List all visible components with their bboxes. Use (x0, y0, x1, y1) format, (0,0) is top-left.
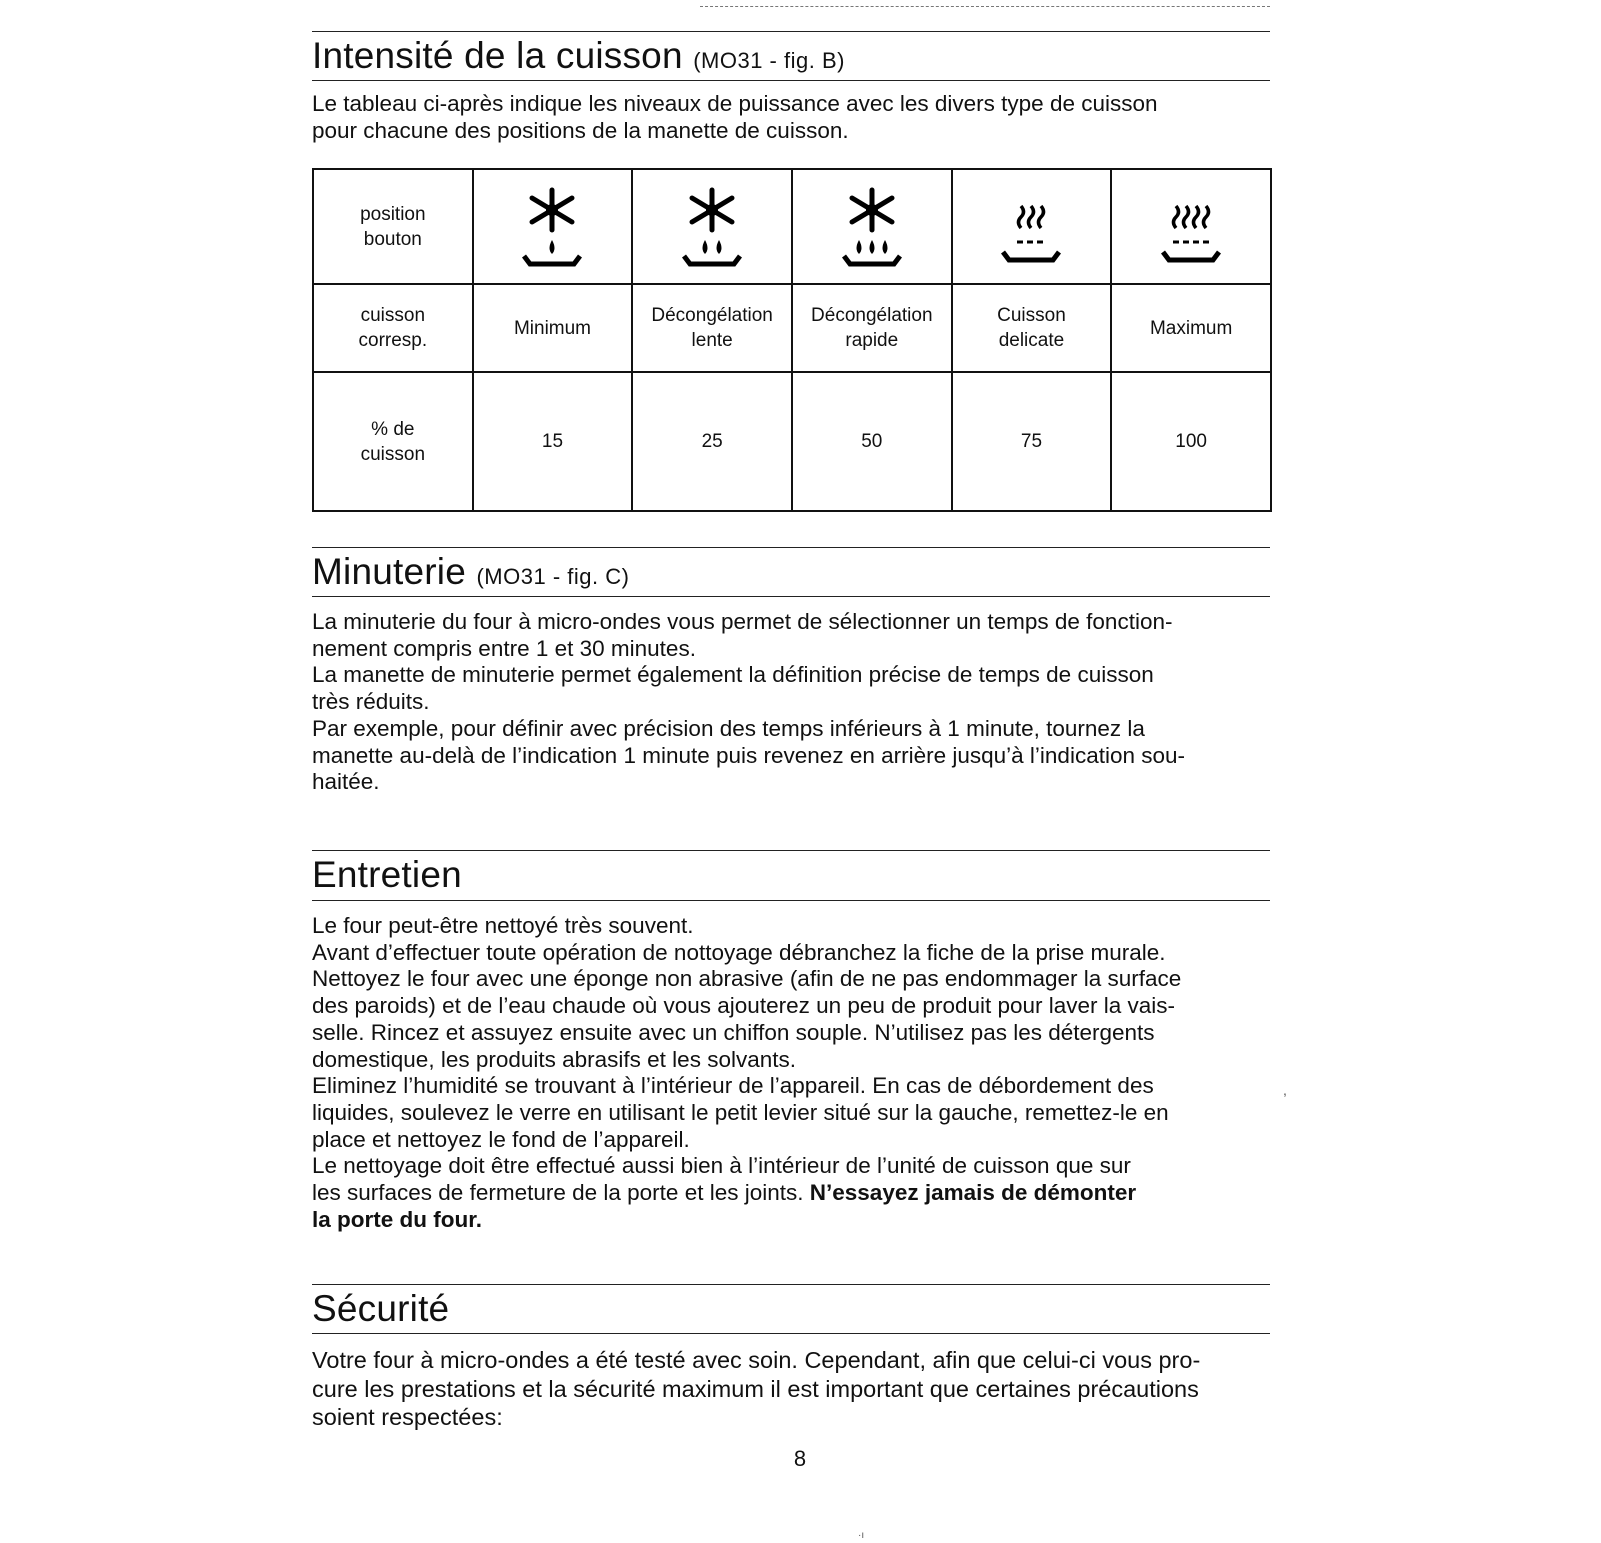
entretien-line: des paroids) et de l’eau chaude où vous ajouterez un peu de produit pour laver la vais- (312, 993, 1176, 1019)
cuisson-cell (473, 284, 633, 372)
table-row-pct (313, 372, 1271, 511)
securite-line: Votre four à micro-ondes a été testé avec soin. Cependant, afin que celui-ci vous pro- (312, 1347, 1201, 1373)
warning-text: la porte du four. (312, 1206, 483, 1232)
position-cell (632, 169, 792, 284)
minuterie-line: La minuterie du four à micro-ondes vous permet de sélectionner un temps de fonction- (312, 609, 1173, 634)
heading-minuterie-ref: (MO31 - fig. C) (476, 564, 630, 589)
intensite-intro-line: pour chacune des positions de la manette de cuisson. (312, 117, 849, 143)
heading-entretien-title: Entretien (312, 854, 462, 895)
position-cell (1111, 169, 1271, 284)
cuisson-value: Maximum (1149, 317, 1233, 339)
securite-line: soient respectées: (312, 1404, 503, 1430)
row-label-line: cuisson (360, 305, 426, 326)
snowflake-two-drops-icon (672, 182, 752, 272)
cuisson-value: delicate (998, 330, 1065, 351)
section-rule-top (312, 850, 1270, 851)
section-rule-bottom (312, 596, 1270, 597)
entretien-line: Nettoyez le four avec une éponge non abrasive (afin de ne pas endommager la surface (312, 966, 1182, 992)
section-rule-top (312, 547, 1270, 548)
row-label-cuisson (313, 284, 473, 372)
row-label-line: % de (371, 418, 415, 440)
entretien-line: les surfaces de fermeture de la porte et les joints. (312, 1180, 804, 1206)
cuisson-cell (952, 284, 1112, 372)
scan-speck: , (1283, 1082, 1287, 1098)
four-steam-waves-icon (1151, 182, 1231, 272)
heading-intensite-title: Intensité de la cuisson (312, 35, 683, 76)
pct-cell: 25 (632, 372, 792, 511)
cuisson-cell (632, 284, 792, 372)
table-row-position (313, 169, 1271, 284)
entretien-line: Eliminez l’humidité se trouvant à l’intérieur de l’appareil. En cas de débordement des (312, 1073, 1154, 1099)
entretien-line: liquides, soulevez le verre en utilisant le petit levier situé sur la gauche, remettez-le en (312, 1099, 1169, 1125)
entretien-text (312, 913, 1270, 1233)
pct-cell: 50 (792, 372, 952, 511)
cuisson-value: Décongélation (811, 305, 933, 326)
section-rule-bottom (312, 80, 1270, 81)
minuterie-line: La manette de minuterie permet également la définition précise de temps de cuisson (312, 662, 1154, 688)
pct-cell: 100 (1111, 372, 1271, 511)
securite-text (312, 1346, 1270, 1432)
row-label-position (313, 169, 473, 284)
minuterie-line: haitée. (312, 769, 380, 795)
section-rule-bottom (312, 1333, 1270, 1334)
position-cell (952, 169, 1112, 284)
entretien-line-with-warning (312, 1180, 1270, 1207)
row-label-pct (313, 372, 473, 511)
heading-securite (312, 1287, 449, 1331)
entretien-line: selle. Rincez et assuyez ensuite avec un chiffon souple. N’utilisez pas les détergents (312, 1019, 1155, 1045)
pct-cell: 75 (952, 372, 1112, 511)
page-number: 8 (793, 1446, 807, 1471)
section-rule-top (312, 31, 1270, 32)
minuterie-text (312, 609, 1270, 796)
intensite-intro (312, 91, 1270, 144)
cuisson-value: Cuisson (997, 305, 1066, 326)
row-label-line: corresp. (358, 330, 428, 351)
entretien-line: Le four peut-être nettoyé très souvent. (312, 913, 694, 938)
table-row-cuisson (313, 284, 1271, 372)
entretien-line: place et nettoyez le fond de l’appareil. (312, 1126, 690, 1152)
row-label-line: position (360, 203, 426, 225)
warning-line (312, 1207, 1270, 1234)
securite-line: cure les prestations et la sécurité maximum il est important que certaines précautions (312, 1375, 1199, 1402)
minuterie-line: Par exemple, pour définir avec précision des temps inférieurs à 1 minute, tournez la (312, 715, 1145, 741)
cuisson-value: lente (691, 330, 733, 351)
position-cell (792, 169, 952, 284)
warning-text: N’essayez jamais de démonter (809, 1180, 1137, 1206)
heading-intensite-ref: (MO31 - fig. B) (693, 48, 845, 73)
minuterie-line: nement compris entre 1 et 30 minutes. (312, 635, 696, 661)
heading-entretien (312, 853, 462, 897)
section-rule-top (312, 1284, 1270, 1285)
entretien-line: Le nettoyage doit être effectué aussi bien à l’intérieur de l’unité de cuisson que sur (312, 1153, 1131, 1179)
cuisson-cell (792, 284, 952, 372)
scan-speck: ·ı (858, 1530, 865, 1541)
position-cell (473, 169, 633, 284)
heading-minuterie-title: Minuterie (312, 551, 466, 592)
snowflake-one-drop-icon (512, 182, 592, 272)
three-steam-waves-icon (991, 182, 1071, 272)
minuterie-line: très réduits. (312, 689, 430, 715)
cuisson-cell (1111, 284, 1271, 372)
cuisson-value: rapide (845, 330, 899, 351)
cuisson-value: Minimum (513, 317, 592, 339)
top-scan-artifact-rule (700, 6, 1270, 7)
heading-minuterie (312, 550, 629, 599)
snowflake-three-drops-icon (832, 182, 912, 272)
pct-cell: 15 (473, 372, 633, 511)
heading-intensite (312, 34, 845, 83)
entretien-line: Avant d’effectuer toute opération de nottoyage débranchez la fiche de la prise murale. (312, 939, 1166, 965)
minuterie-line: manette au-delà de l’indication 1 minute puis revenez en arrière jusqu’à l’indication sou- (312, 742, 1186, 768)
intensite-intro-line: Le tableau ci-après indique les niveaux de puissance avec les divers type de cuisson (312, 91, 1158, 116)
section-rule-bottom (312, 900, 1270, 901)
heading-securite-title: Sécurité (312, 1288, 450, 1329)
cuisson-value: Décongélation (651, 305, 773, 326)
row-label-line: cuisson (360, 443, 426, 465)
power-levels-table (312, 168, 1272, 512)
row-label-line: bouton (363, 228, 422, 250)
entretien-line: domestique, les produits abrasifs et les solvants. (312, 1046, 796, 1072)
